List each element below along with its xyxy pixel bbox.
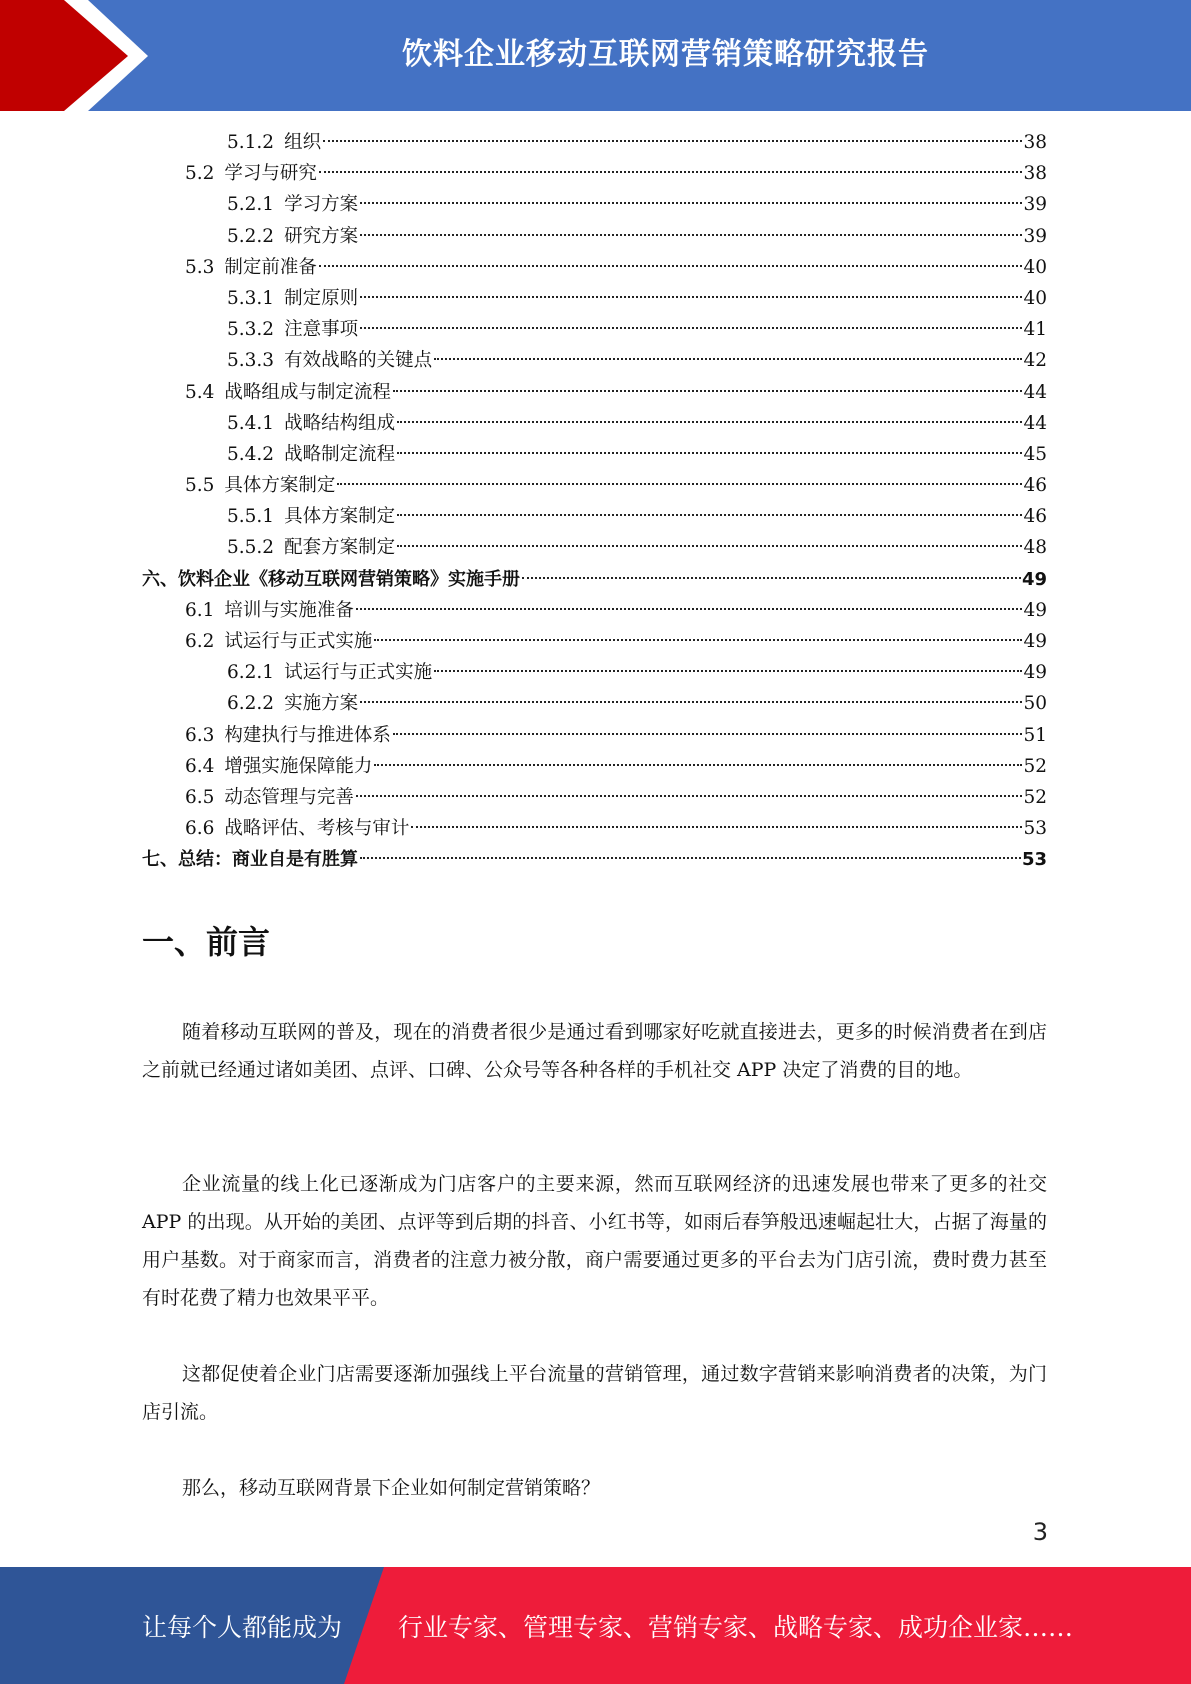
toc-entry-title: 注意事项 — [284, 319, 359, 341]
section-heading: 一、前言 — [142, 923, 271, 961]
toc-entry-page: 39 — [1023, 225, 1047, 247]
toc-dot-leader — [360, 327, 1022, 329]
toc-entry-title: 试运行与正式实施 — [224, 631, 373, 652]
toc-entry[interactable] — [142, 720, 1047, 751]
page-header — [0, 0, 1191, 111]
paragraph-4: 那么，移动互联网背景下企业如何制定营销策略？ — [182, 1477, 601, 1499]
toc-dot-leader — [397, 452, 1022, 454]
toc-entry-page: 38 — [1023, 163, 1047, 185]
toc-dot-leader — [360, 234, 1022, 236]
toc-entry-number: 6.2.2 — [227, 693, 275, 715]
toc-entry-number: 5.5 — [185, 475, 215, 497]
toc-entry[interactable] — [142, 439, 1047, 470]
toc-entry-title: 制定原则 — [284, 287, 359, 309]
toc-entry-page: 52 — [1023, 755, 1047, 777]
toc-entry-number: 5.3.2 — [227, 319, 275, 341]
toc-entry-page: 45 — [1023, 443, 1047, 465]
table-of-contents — [142, 127, 1047, 876]
toc-entry-number: 5.4.2 — [227, 443, 275, 465]
toc-entry-page: 48 — [1023, 537, 1047, 559]
toc-entry[interactable] — [142, 127, 1047, 158]
toc-entry-number: 5.3 — [185, 256, 215, 278]
toc-dot-leader — [360, 202, 1022, 204]
toc-entry-title: 试运行与正式实施 — [284, 662, 433, 684]
toc-entry-title: 研究方案 — [284, 225, 359, 247]
toc-entry-page: 53 — [1023, 818, 1047, 840]
toc-entry[interactable] — [142, 408, 1047, 439]
toc-entry-number: 5.2.1 — [227, 194, 275, 216]
toc-dot-leader — [356, 795, 1023, 797]
toc-entry[interactable] — [142, 283, 1047, 314]
toc-entry-title: 实施方案 — [284, 693, 359, 715]
toc-entry[interactable] — [142, 844, 1047, 875]
toc-dot-leader — [393, 390, 1023, 392]
toc-entry-title: 制定前准备 — [224, 256, 317, 278]
toc-entry-page: 39 — [1023, 194, 1047, 216]
toc-entry-number: 七、 — [142, 849, 178, 871]
toc-entry[interactable] — [142, 252, 1047, 283]
toc-entry[interactable] — [142, 564, 1047, 595]
toc-entry-title: 有效战略的关键点 — [284, 350, 433, 372]
toc-entry-title: 具体方案制定 — [284, 506, 396, 528]
toc-entry[interactable] — [142, 314, 1047, 345]
toc-entry[interactable] — [142, 501, 1047, 532]
toc-entry-number: 六、 — [142, 568, 178, 590]
toc-entry-title: 战略制定流程 — [284, 443, 396, 465]
toc-dot-leader — [411, 826, 1022, 828]
paragraph-1: 随着移动互联网的普及，现在的消费者很少是通过看到哪家好吃就直接进去，更多的时候消费者在到店之前就已经通过诸如美团、点评、口碑、公众号等各种各样的手机社交 APP 决定了消费的目的地。 — [142, 1021, 1047, 1081]
toc-entry-title: 总结：商业自是有胜算 — [178, 849, 358, 871]
toc-entry-title: 配套方案制定 — [284, 537, 396, 559]
toc-entry-page: 44 — [1023, 381, 1047, 403]
toc-entry-number: 5.4.1 — [227, 412, 275, 434]
toc-entry-page: 46 — [1023, 506, 1047, 528]
toc-entry-title: 战略评估、考核与审计 — [224, 818, 410, 840]
toc-entry-page: 53 — [1021, 849, 1047, 871]
toc-entry-number: 6.2.1 — [227, 662, 275, 684]
toc-entry-page: 49 — [1021, 568, 1047, 590]
toc-entry-title: 构建执行与推进体系 — [224, 724, 391, 746]
paragraph-3: 这都促使着企业门店需要逐渐加强线上平台流量的营销管理，通过数字营销来影响消费者的决策，为门店引流。 — [142, 1363, 1047, 1423]
toc-entry-page: 40 — [1023, 287, 1047, 309]
toc-entry-title: 战略组成与制定流程 — [224, 381, 391, 403]
toc-dot-leader — [323, 140, 1022, 142]
toc-entry-number: 6.4 — [185, 755, 215, 777]
toc-dot-leader — [522, 577, 1021, 579]
toc-entry[interactable] — [142, 782, 1047, 813]
toc-entry-number: 5.5.2 — [227, 537, 275, 559]
toc-entry-page: 38 — [1023, 132, 1047, 153]
toc-entry-title: 增强实施保障能力 — [224, 755, 373, 777]
toc-dot-leader — [434, 670, 1022, 672]
toc-entry-page: 46 — [1023, 475, 1047, 497]
toc-dot-leader — [374, 764, 1022, 766]
toc-entry-page: 50 — [1023, 693, 1047, 715]
toc-entry-page: 52 — [1023, 786, 1047, 808]
toc-entry-number: 5.1.2 — [227, 132, 275, 153]
toc-dot-leader — [337, 483, 1022, 485]
toc-entry-page: 49 — [1023, 631, 1047, 652]
toc-entry[interactable] — [142, 221, 1047, 252]
toc-entry-title: 培训与实施准备 — [224, 599, 354, 621]
toc-entry[interactable] — [142, 158, 1047, 189]
toc-dot-leader — [397, 545, 1022, 547]
footer-slogan-left: 让每个人都能成为 — [142, 1612, 343, 1642]
toc-entry-title: 学习与研究 — [224, 163, 317, 185]
toc-entry-title: 动态管理与完善 — [224, 786, 354, 808]
footer-slogan-right: 行业专家、管理专家、营销专家、战略专家、成功企业家…… — [398, 1612, 1074, 1642]
toc-entry-number: 5.2.2 — [227, 225, 275, 247]
toc-entry-page: 51 — [1023, 724, 1047, 746]
toc-entry[interactable] — [142, 688, 1047, 719]
toc-dot-leader — [397, 514, 1022, 516]
page-number: 3 — [1032, 1518, 1048, 1546]
toc-dot-leader — [397, 421, 1022, 423]
toc-entry-number: 5.2 — [185, 163, 215, 185]
toc-entry-number: 5.3.1 — [227, 287, 275, 309]
toc-dot-leader — [319, 265, 1023, 267]
toc-entry[interactable] — [142, 345, 1047, 376]
document-title: 饮料企业移动互联网营销策略研究报告 — [402, 37, 929, 72]
toc-entry-number: 6.3 — [185, 724, 215, 746]
toc-entry[interactable] — [142, 532, 1047, 563]
toc-entry-title: 饮料企业《移动互联网营销策略》实施手册 — [178, 568, 520, 590]
toc-entry-number: 6.5 — [185, 786, 215, 808]
toc-entry-number: 6.2 — [185, 631, 215, 652]
toc-entry-number: 5.4 — [185, 381, 215, 403]
toc-dot-leader — [393, 733, 1023, 735]
header-arrow-decoration — [0, 0, 160, 111]
toc-entry[interactable] — [142, 377, 1047, 408]
toc-dot-leader — [434, 358, 1022, 360]
toc-entry[interactable] — [142, 626, 1047, 657]
toc-entry-number: 5.3.3 — [227, 350, 275, 372]
toc-entry[interactable] — [142, 751, 1047, 782]
toc-entry-title: 组织 — [284, 132, 322, 153]
toc-entry[interactable] — [142, 189, 1047, 220]
toc-dot-leader — [360, 857, 1021, 859]
toc-entry-number: 5.5.1 — [227, 506, 275, 528]
toc-dot-leader — [360, 296, 1022, 298]
toc-entry[interactable] — [142, 657, 1047, 688]
toc-dot-leader — [356, 608, 1023, 610]
toc-entry-page: 42 — [1023, 350, 1047, 372]
toc-entry-page: 49 — [1023, 599, 1047, 621]
toc-entry-page: 41 — [1023, 319, 1047, 341]
page-footer — [0, 1567, 1191, 1684]
toc-entry[interactable] — [142, 470, 1047, 501]
toc-entry-page: 40 — [1023, 256, 1047, 278]
toc-entry[interactable] — [142, 595, 1047, 626]
toc-dot-leader — [360, 701, 1022, 703]
toc-dot-leader — [319, 171, 1023, 173]
toc-entry-title: 具体方案制定 — [224, 475, 336, 497]
toc-dot-leader — [374, 639, 1022, 641]
toc-entry-page: 44 — [1023, 412, 1047, 434]
toc-entry-title: 学习方案 — [284, 194, 359, 216]
toc-entry-page: 49 — [1023, 662, 1047, 684]
toc-entry-number: 6.1 — [185, 599, 215, 621]
paragraph-2: 企业流量的线上化已逐渐成为门店客户的主要来源，然而互联网经济的迅速发展也带来了更多的社交 APP 的出现。从开始的美团、点评等到后期的抖音、小红书等，如雨后春笋般迅速崛起壮大，占据了海量的用户基数。对于商家而言，消费者的注意力被分散，商户需要通过更多的平台去为门店引流，费时费力甚至有时花费了精力也效果平平。 — [142, 1173, 1047, 1309]
toc-entry[interactable] — [142, 813, 1047, 844]
toc-entry-number: 6.6 — [185, 818, 215, 840]
toc-entry-title: 战略结构组成 — [284, 412, 396, 434]
